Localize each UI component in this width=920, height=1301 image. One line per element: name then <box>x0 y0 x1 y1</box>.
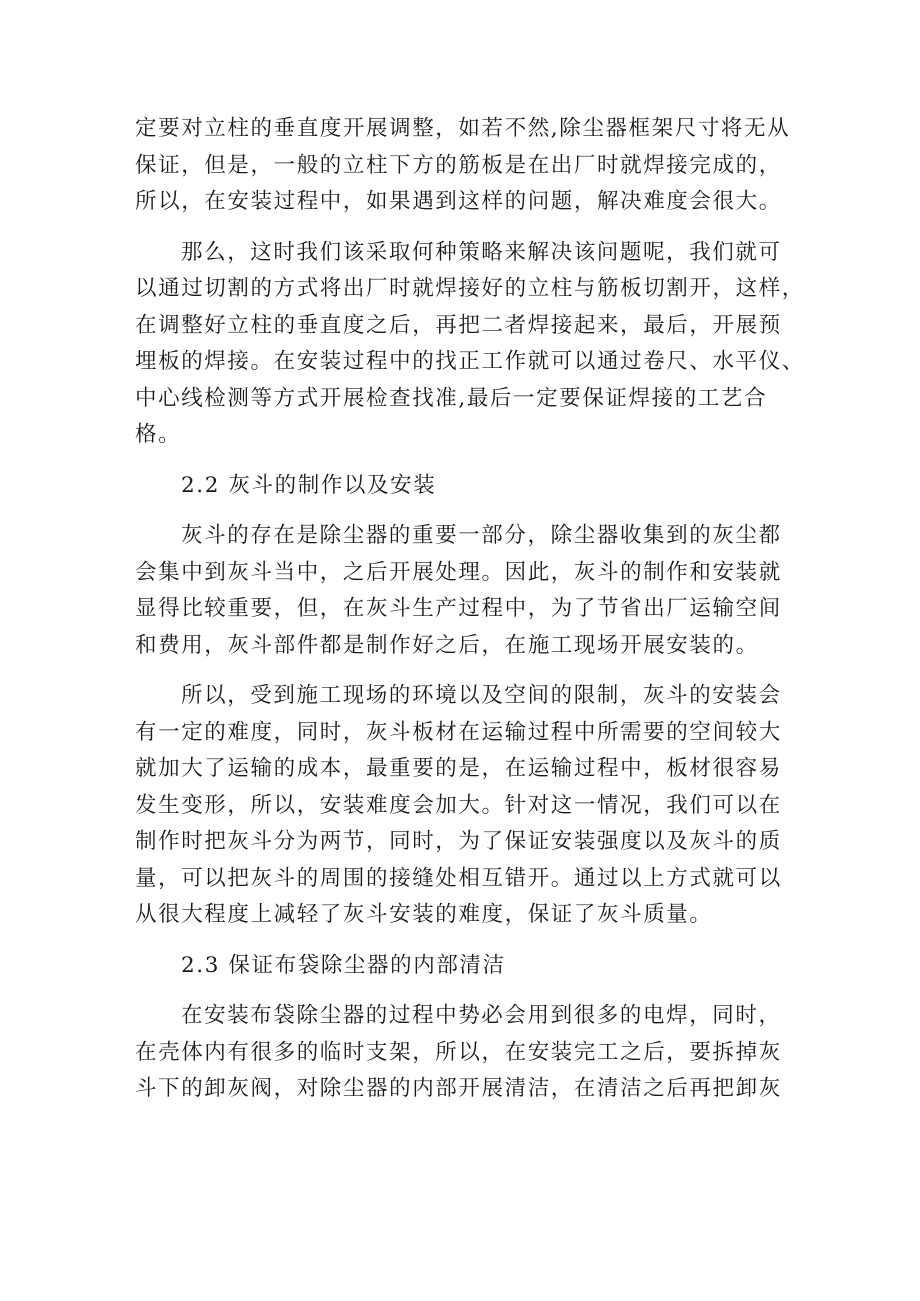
heading-text: 2.2 灰斗的制作以及安装 <box>181 472 437 498</box>
paragraph <box>135 235 805 454</box>
text-line: 在壳体内有很多的临时支架，所以，在安装完工之后，要拆掉灰 <box>135 1039 782 1065</box>
text-line: 格。 <box>135 422 182 447</box>
text-line: 灰斗的存在是除尘器的重要一部分，除尘器收集到的灰尘都 <box>181 523 782 548</box>
text-line: 显得比较重要，但，在灰斗生产过程中，为了节省出厂运输空间 <box>135 596 782 621</box>
text-line: 会集中到灰斗当中，之后开展处理。因此，灰斗的制作和安装就 <box>135 559 782 585</box>
text-line: 发生变形，所以，安装难度会加大。针对这一情况，我们可以在 <box>135 792 782 818</box>
text-line: 斗下的卸灰阀，对除尘器的内部开展清洁，在清洁之后再把卸灰 <box>135 1076 782 1101</box>
text-line: 那么，这时我们该采取何种策略来解决该问题呢，我们就可 <box>181 239 782 265</box>
text-line: 有一定的难度，同时，灰斗板材在运输过程中所需要的空间较大 <box>135 719 782 745</box>
paragraph <box>135 998 795 1108</box>
section-heading-2-2 <box>135 468 795 505</box>
paragraph <box>135 678 795 934</box>
document-body <box>135 111 805 1108</box>
text-line: 量，可以把灰斗的周围的接缝处相互错开。通过以上方式就可以 <box>135 865 782 891</box>
heading-text: 2.3 保证布袋除尘器的内部清洁 <box>181 952 506 978</box>
text-line: 保证，但是，一般的立柱下方的筋板是在出厂时就焊接完成的， <box>135 152 782 178</box>
text-line: 和费用，灰斗部件都是制作好之后，在施工现场开展安装的。 <box>135 632 759 658</box>
text-line: 以通过切割的方式将出厂时就焊接好的立柱与筋板切割开，这样， <box>135 276 805 301</box>
text-line: 就加大了运输的成本，最重要的是，在运输过程中，板材很容易 <box>135 756 782 781</box>
paragraph <box>135 111 795 221</box>
text-line: 所以，在安装过程中，如果遇到这样的问题，解决难度会很大。 <box>135 189 782 214</box>
text-line: 在调整好立柱的垂直度之后，再把二者焊接起来，最后，开展预 <box>135 312 782 338</box>
text-line: 埋板的焊接。在安装过程中的找正工作就可以通过卷尺、水平仪、 <box>135 349 805 374</box>
section-heading-2-3 <box>135 948 795 985</box>
text-line: 从很大程度上减轻了灰斗安装的难度，保证了灰斗质量。 <box>135 902 713 927</box>
paragraph <box>135 518 795 664</box>
text-line: 定要对立柱的垂直度开展调整，如若不然,除尘器框架尺寸将无从 <box>135 116 791 141</box>
text-line: 制作时把灰斗分为两节，同时，为了保证安装强度以及灰斗的质 <box>135 829 782 854</box>
text-line: 中心线检测等方式开展检查找准,最后一定要保证焊接的工艺合 <box>135 385 768 411</box>
text-line: 在安装布袋除尘器的过程中势必会用到很多的电焊，同时， <box>181 1003 782 1028</box>
text-line: 所以，受到施工现场的环境以及空间的限制，灰斗的安装会 <box>181 683 782 708</box>
